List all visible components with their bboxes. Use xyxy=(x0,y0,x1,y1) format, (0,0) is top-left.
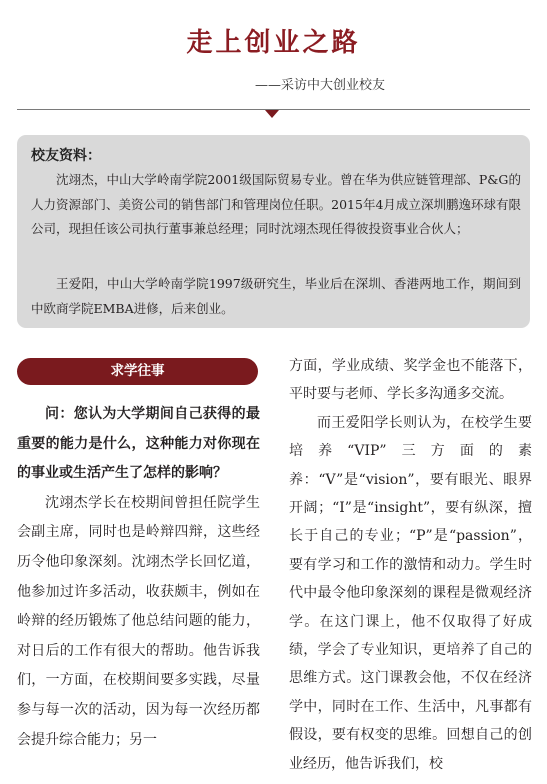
article-column-right xyxy=(289,352,532,778)
answer-paragraph-shen: 沈翊杰学长在校期间曾担任院学生会副主席，同时也是岭辩四辩，这些经历令他印象深刻。沈翊杰学长回忆道，他参加过许多活动，收获颇丰，例如在岭辩的经历锻炼了他总结问题的能力，对日后的工作有很大的帮助。他告诉我们，一方面，在校期间要多实践，尽量参与每一次的活动，因为每一次经历都会提升综合能力；另一 xyxy=(17,494,260,748)
profile-heading: 校友资料： xyxy=(31,148,101,164)
profile-paragraph-shen: 沈翊杰，中山大学岭南学院2001级国际贸易专业。曾在华为供应链管理部、P&G的人力资源部门、美资公司的销售部门和管理岗位任职。2015年4月成立深圳鹏逸环球有限公司，现担任该公司执行董事兼总经理；同时沈翊杰现任得彼投资事业合伙人； xyxy=(31,172,521,236)
alumni-profile-box xyxy=(17,135,530,328)
interview-question: 问：您认为大学期间自己获得的最重要的能力是什么，这种能力对你现在的事业或生活产生了怎样的影响？ xyxy=(17,406,260,482)
answer-paragraph-wang: 而王爱阳学长则认为，在校学生要培养“VIP”三方面的素养：“V”是“vision”，要有眼光、眼界开阔；“I”是“insight”，要有纵深，擅长于自己的专业；“P”是“passion”，要有学习和工作的激情和动力。学生时代中最令他印象深刻的课程是微观经济学。在这门课上，他不仅取得了好成绩，学会了专业知识，更培养了自己的思维方式。这门课教会他，不仅在经济学中，同时在工作、生活中，凡事都有假设，要有权变的思维。回想自己的创业经历，他告诉我们，校 xyxy=(289,414,532,772)
article-title: 走上创业之路 xyxy=(186,28,361,58)
section-heading: 求学往事 xyxy=(17,358,258,385)
article-subtitle: ——采访中大创业校友 xyxy=(255,78,386,93)
article-column-left xyxy=(17,400,260,755)
profile-paragraph-wang: 王爱阳，中山大学岭南学院1997级研究生，毕业后在深圳、香港两地工作，期间到中欧商学院EMBA进修，后来创业。 xyxy=(31,276,521,316)
answer-paragraph-continued: 方面，学业成绩、奖学金也不能落下，平时要与老师、学长多沟通多交流。 xyxy=(289,358,532,403)
divider-triangle-icon xyxy=(265,110,279,118)
